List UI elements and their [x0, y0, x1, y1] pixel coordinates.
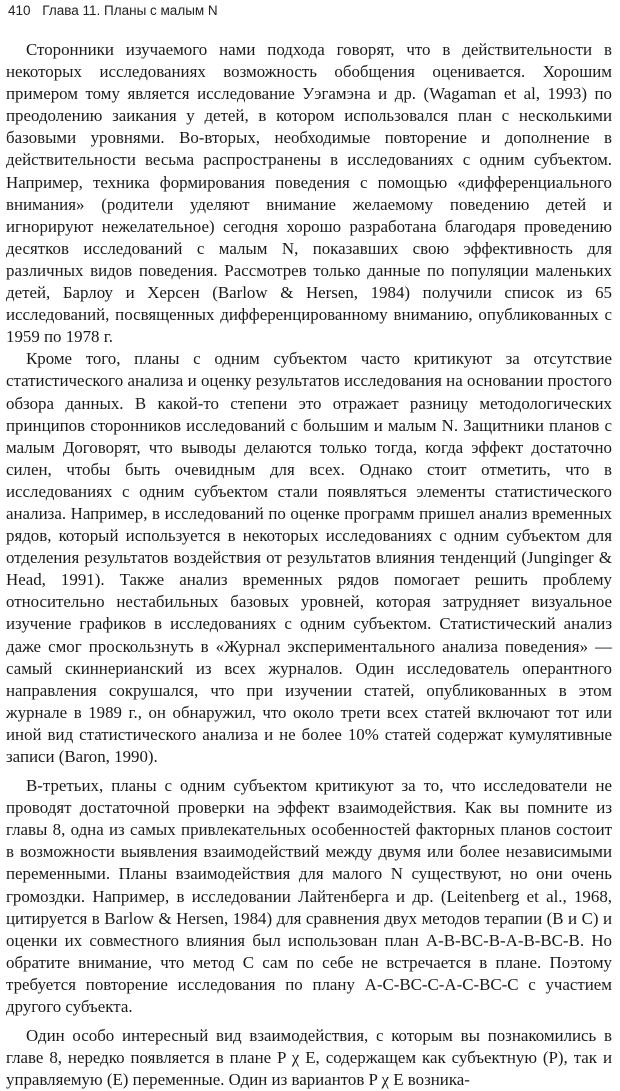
body-text — [6, 39, 612, 1091]
paragraph-1: Сторонники изучаемого нами подхода говорят, что в действительности в некоторых исследованиях возможность обобщения оценивается. Хорошим примером тому является исследование Уэгамэна и др. (Wagaman et al, 1993) по преодолению заикания у детей, в котором использовался план с несколькими базовыми уровнями. Во-вторых, необходимые повторение и дополнение в действительности весьма распространены в исследованиях с одним субъектом. Например, техника формирования поведения с помощью «дифференциального внимания» (родители уделяют внимание желаемому поведению детей и игнорируют нежелательное) сегодня хорошо разработана благодаря проведению десятков исследований с малым N, показавших свою эффективность для различных видов поведения. Рассмотрев только данные по популяции маленьких детей, Барлоу и Херсен (Barlow & Hersen, 1984) получили список из 65 исследований, посвященных дифференцированному вниманию, опубликованных с 1959 по 1978 г. — [6, 40, 612, 347]
chapter-title: Глава 11. Планы с малым N — [42, 3, 218, 18]
paragraph-3: В-третьих, планы с одним субъектом критикуют за то, что исследователи не проводят достаточной проверки на эффект взаимодействия. Как вы помните из главы 8, одна из самых привлекательных особенностей факторных планов состоит в возможности выявления взаимодействий между двумя или более независимыми переменными. Планы взаимодействия для малого N существуют, но они очень громоздки. Например, в исследовании Лайтенберга и др. (Leitenberg et al., 1968, цитируется в Barlow & Hersen, 1984) для сравнения двух методов терапии (В и С) и оценки их совместного влияния был использован план А-В-ВС-В-А-В-ВС-В. Но обратите внимание, что метод С сам по себе не встречается в плане. Поэтому требуется повторение исследования по плану А-С-ВС-С-А-С-ВС-С с участием другого субъекта. — [6, 776, 612, 1017]
paragraph-2: Кроме того, планы с одним субъектом часто критикуют за отсутствие статистического анализа и оценку результатов исследования на основании простого обзора данных. В какой-то степени это отражает разницу методологических принципов сторонников исследований с большим и малым N. Защитники планов с малым Договорят, что выводы делаются только тогда, когда эффект достаточно силен, чтобы быть очевидным для всех. Однако стоит отметить, что в исследованиях с одним субъектом стали появляться элементы статистического анализа. Например, в исследований по оценке программ пришел анализ временных рядов, который используется в некоторых исследованиях с одним субъектом для отделения результатов воздействия от результатов влияния тенденций (Junginger & Head, 1991). Также анализ временных рядов помогает решить проблему относительно нестабильных базовых уровней, которая затрудняет визуальное изучение графиков в исследованиях с одним субъектом. Статистический анализ даже смог проскользнуть в «Журнал экспериментального анализа поведения» — самый скиннерианский из всех журналов. Один исследователь оперантного направления сокрушался, что при изучении статей, опубликованных в этом журнале в 1989 г., он обнаружил, что около трети всех статей включают тот или иной вид статистического анализа и не более 10% статей содержат кумулятивные записи (Baron, 1990). — [6, 349, 612, 766]
running-header — [8, 3, 218, 19]
page-number: 410 — [8, 3, 31, 18]
paragraph-4: Один особо интересный вид взаимодействия, с которым вы познакомились в главе 8, нередко появляется в плане P χ E, содержащем как субъектную (Р), так и управляемую (Е) переменные. Один из вариантов P χ E возника- — [6, 1026, 612, 1090]
